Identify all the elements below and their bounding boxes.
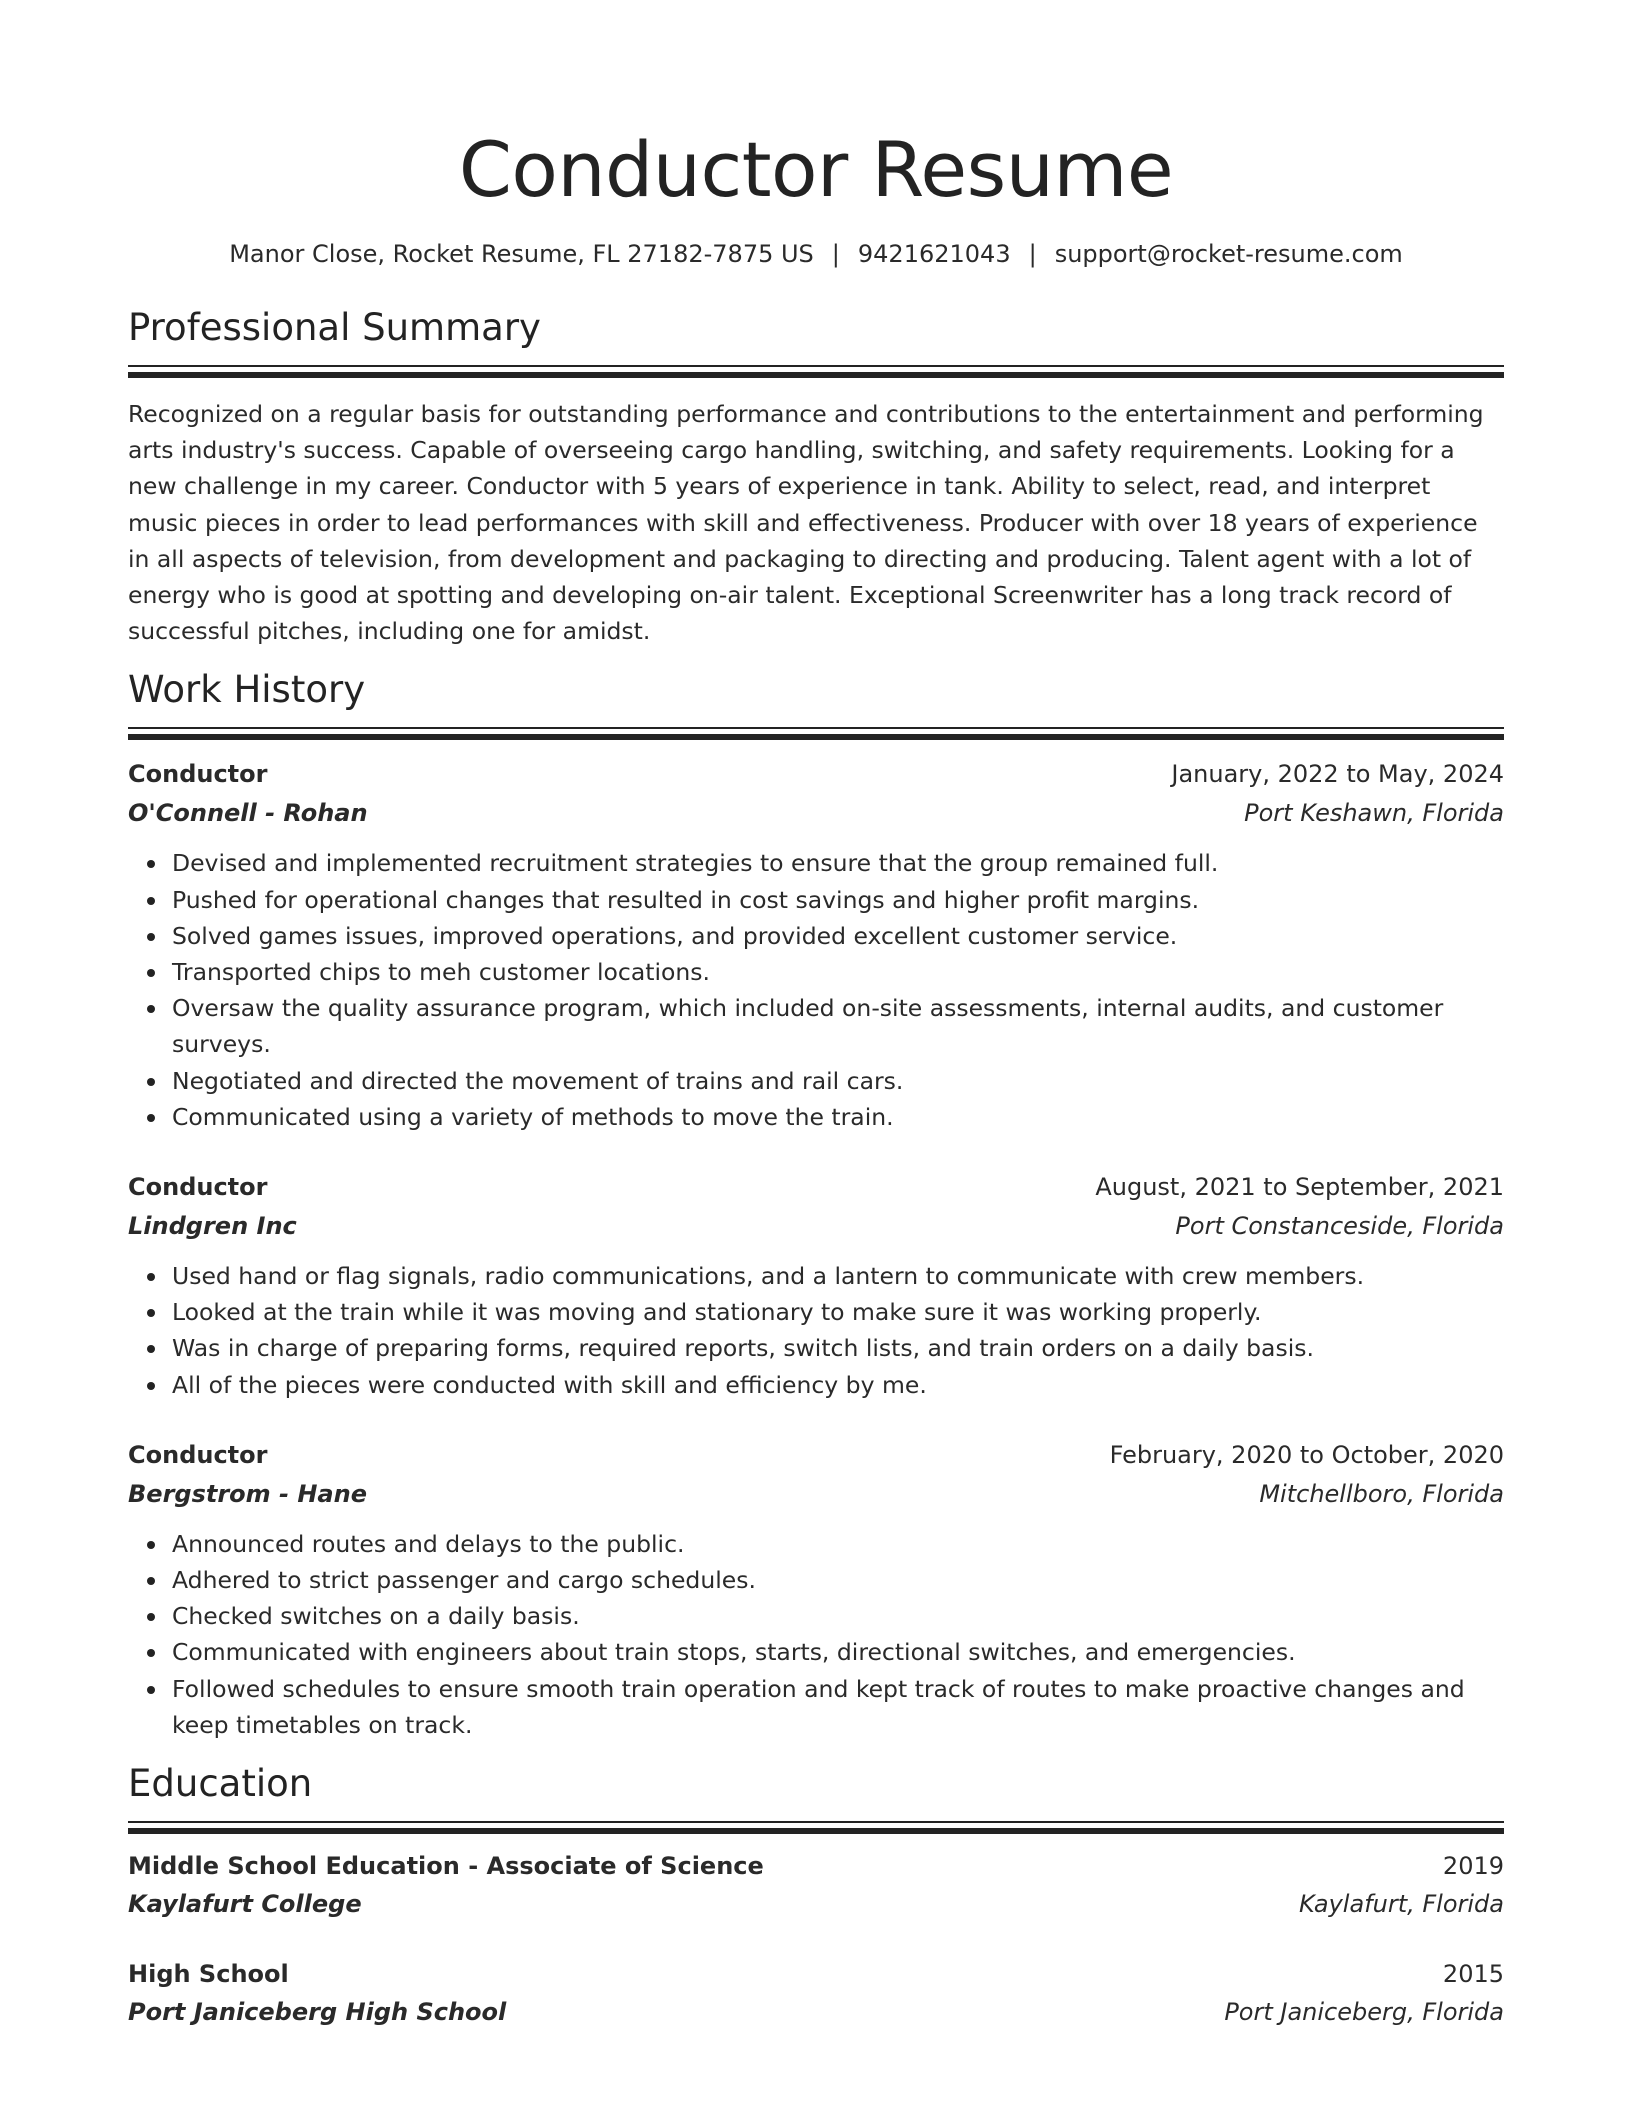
contact-separator: |: [831, 240, 840, 268]
job-company: Bergstrom - Hane: [128, 1479, 367, 1508]
education-location: Port Janiceberg, Florida: [1224, 1998, 1504, 2027]
section-rule: [128, 734, 1504, 740]
education-entry: [128, 1956, 1504, 2030]
list-item: Pushed for operational changes that resulted in cost savings and higher profit margins.: [172, 882, 1504, 918]
job-location: Port Keshawn, Florida: [1244, 799, 1504, 828]
contact-line: [128, 238, 1504, 270]
contact-email: support@rocket-resume.com: [1054, 240, 1403, 268]
education-school-row: [128, 1994, 1504, 2030]
job-company: Lindgren Inc: [128, 1212, 297, 1241]
list-item: Negotiated and directed the movement of trains and rail cars.: [172, 1063, 1504, 1099]
job-dates: August, 2021 to September, 2021: [1095, 1173, 1504, 1202]
education-section: [128, 1761, 1504, 2030]
list-item: Adhered to strict passenger and cargo schedules.: [172, 1562, 1504, 1598]
section-heading-work: Work History: [128, 668, 366, 712]
job-bullets: [128, 845, 1504, 1135]
list-item: Solved games issues, improved operations, and provided excellent customer service.: [172, 918, 1504, 954]
job-title: Conductor: [128, 1173, 268, 1202]
list-item: Looked at the train while it was moving and stationary to make sure it was working properly.: [172, 1294, 1504, 1330]
section-rule: [128, 727, 1504, 729]
job-dates: February, 2020 to October, 2020: [1109, 1440, 1504, 1469]
job-dates: January, 2022 to May, 2024: [1171, 760, 1504, 789]
contact-phone: 9421621043: [857, 240, 1011, 268]
job-bullets: [128, 1258, 1504, 1403]
job-header-row: [128, 1437, 1504, 1473]
education-year: 2015: [1442, 1960, 1504, 1989]
list-item: Followed schedules to ensure smooth train operation and kept track of routes to make proactive changes and keep timetables on track.: [172, 1671, 1504, 1743]
education-header-row: [128, 1956, 1504, 1992]
list-item: Oversaw the quality assurance program, which included on-site assessments, internal audits, and customer surveys.: [172, 990, 1504, 1062]
list-item: All of the pieces were conducted with skill and efficiency by me.: [172, 1367, 1504, 1403]
job-location: Mitchellboro, Florida: [1259, 1479, 1504, 1508]
work-history-section: [128, 667, 1504, 1743]
section-heading-summary: Professional Summary: [128, 306, 541, 349]
education-degree: High School: [128, 1960, 289, 1989]
list-item: Was in charge of preparing forms, required reports, switch lists, and train orders on a daily basis.: [172, 1330, 1504, 1366]
section-rule: [128, 1821, 1504, 1823]
list-item: Announced routes and delays to the public.: [172, 1526, 1504, 1562]
job-bullets: [128, 1526, 1504, 1743]
summary-text: Recognized on a regular basis for outstanding performance and contributions to the entertainment and performing arts industry's success. Capable of overseeing cargo handling, switching, and safety requirements. Looking for a new challenge in my career. Conductor with 5 years of experience in tank. Ability to select, read, and interpret music pieces in order to lead performances with skill and effectiveness. Producer with over 18 years of experience in all aspects of television, from development and packaging to directing and producing. Talent agent with a lot of energy who is good at spotting and developing on-air talent. Exceptional Screenwriter has a long track record of successful pitches, including one for amidst.: [128, 400, 1484, 646]
job-company-row: [128, 1476, 1504, 1512]
education-degree: Middle School Education - Associate of Science: [128, 1852, 764, 1881]
section-rule: [128, 1828, 1504, 1834]
contact-separator: |: [1028, 240, 1037, 268]
job-entry: [128, 756, 1504, 1135]
job-title: Conductor: [128, 1440, 268, 1469]
section-rule: [128, 365, 1504, 367]
section-heading-education: Education: [128, 1762, 313, 1806]
list-item: Communicated using a variety of methods to move the train.: [172, 1099, 1504, 1135]
job-header-row: [128, 756, 1504, 792]
list-item: Transported chips to meh customer locations.: [172, 954, 1504, 990]
job-company: O'Connell - Rohan: [128, 799, 368, 828]
education-school-row: [128, 1886, 1504, 1922]
resume-title: Conductor Resume: [458, 125, 1174, 214]
job-location: Port Constanceside, Florida: [1175, 1212, 1504, 1241]
list-item: Communicated with engineers about train stops, starts, directional switches, and emergencies.: [172, 1634, 1504, 1670]
job-header-row: [128, 1169, 1504, 1205]
contact-address: Manor Close, Rocket Resume, FL 27182-7875 US: [229, 240, 814, 268]
list-item: Checked switches on a daily basis.: [172, 1598, 1504, 1634]
education-year: 2019: [1442, 1852, 1504, 1881]
job-company-row: [128, 1208, 1504, 1244]
job-company-row: [128, 795, 1504, 831]
list-item: Used hand or flag signals, radio communications, and a lantern to communicate with crew members.: [172, 1258, 1504, 1294]
job-entry: [128, 1169, 1504, 1403]
job-entry: [128, 1437, 1504, 1743]
list-item: Devised and implemented recruitment strategies to ensure that the group remained full.: [172, 845, 1504, 881]
education-header-row: [128, 1848, 1504, 1884]
summary-section: [128, 305, 1504, 649]
education-school: Kaylafurt College: [128, 1890, 362, 1919]
education-entry: [128, 1848, 1504, 1922]
job-title: Conductor: [128, 760, 268, 789]
education-school: Port Janiceberg High School: [128, 1998, 507, 2027]
education-location: Kaylafurt, Florida: [1299, 1890, 1504, 1919]
